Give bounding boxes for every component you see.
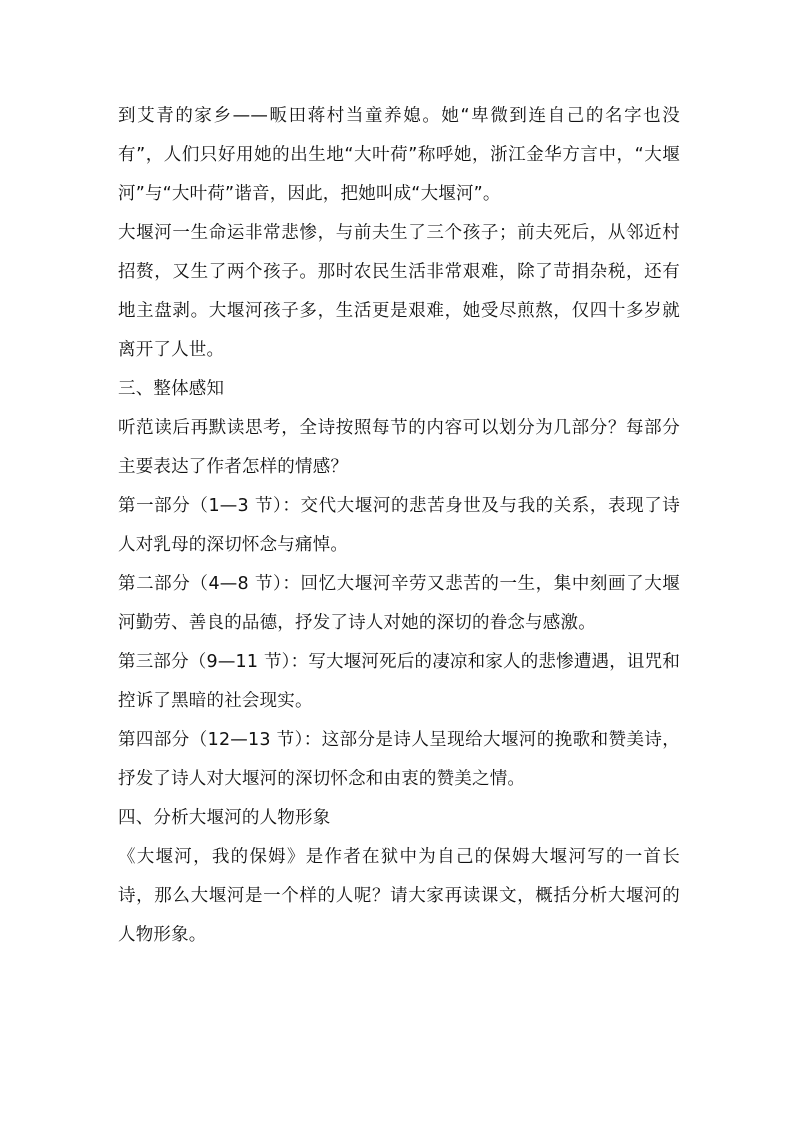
section-heading-character-analysis: 四、分析大堰河的人物形象 — [118, 808, 331, 828]
paragraph-part-three: 第三部分（9—11 节）：写大堰河死后的凄凉和家人的悲惨遭遇，诅咒和控诉了黑暗的社会现实。 — [118, 652, 681, 711]
document-body — [118, 97, 680, 955]
paragraph-life-story: 大堰河一生命运非常悲惨，与前夫生了三个孩子；前夫死后，从邻近村招赘，又生了两个孩子。那时农民生活非常艰难，除了苛捐杂税，还有地主盘剥。大堰河孩子多，生活更是艰难，她受尽煎熬，仅四十多岁就离开了人世。 — [118, 223, 680, 360]
section-heading-overall-perception: 三、整体感知 — [118, 379, 225, 399]
paragraph-question: 听范读后再默读思考，全诗按照每节的内容可以划分为几部分？每部分主要表达了作者怎样的情感？ — [118, 418, 680, 477]
paragraph-part-four: 第四部分（12—13 节）：这部分是诗人呈现给大堰河的挽歌和赞美诗，抒发了诗人对大堰河的深切怀念和由衷的赞美之情。 — [118, 730, 680, 789]
paragraph-analysis-prompt: 《大堰河，我的保姆》是作者在狱中为自己的保姆大堰河写的一首长诗，那么大堰河是一个样的人呢？请大家再读课文，概括分析大堰河的人物形象。 — [118, 847, 680, 945]
paragraph-part-two: 第二部分（4—8 节）：回忆大堰河辛劳又悲苦的一生，集中刻画了大堰河勤劳、善良的品德，抒发了诗人对她的深切的眷念与感激。 — [118, 574, 680, 633]
paragraph-part-one: 第一部分（1—3 节）：交代大堰河的悲苦身世及与我的关系，表现了诗人对乳母的深切怀念与痛悼。 — [118, 496, 680, 555]
paragraph-intro-continued: 到艾青的家乡——畈田蒋村当童养媳。她“卑微到连自己的名字也没有”，人们只好用她的出生地“大叶荷”称呼她，浙江金华方言中，“大堰河”与“大叶荷”谐音，因此，把她叫成“大堰河”。 — [118, 106, 680, 204]
